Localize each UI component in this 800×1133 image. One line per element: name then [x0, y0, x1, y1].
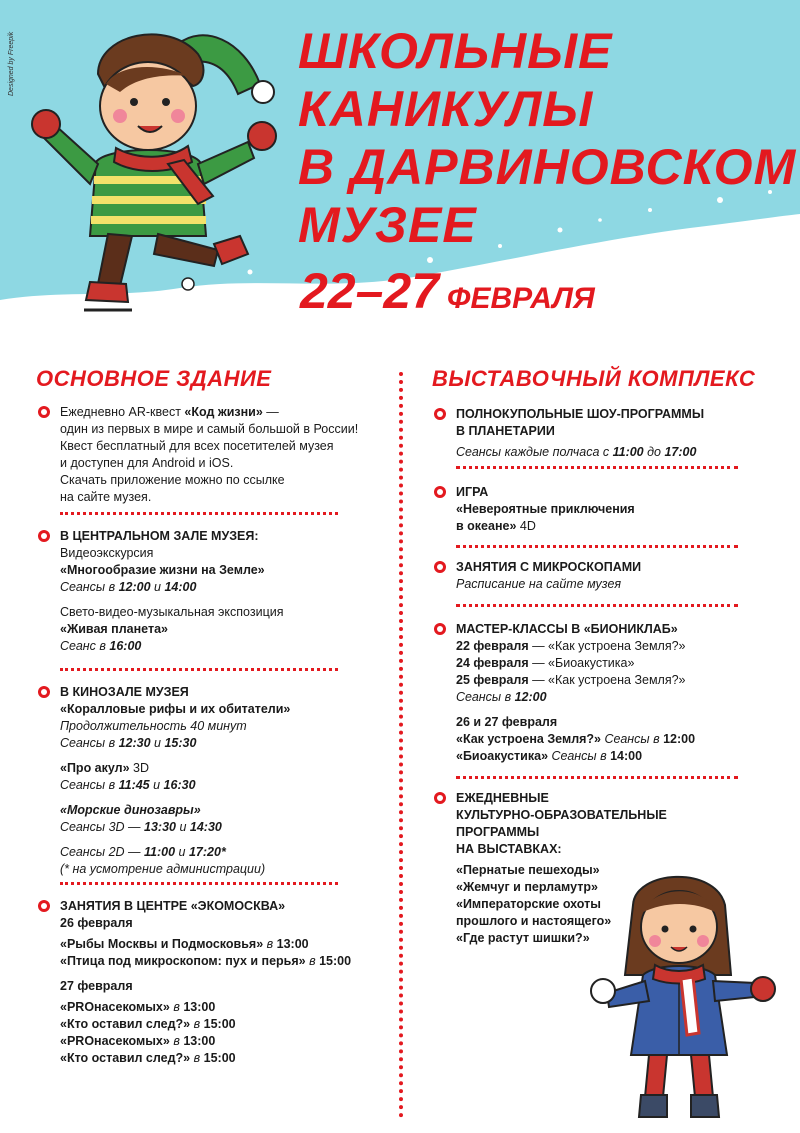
game-section: ИГРА «Невероятные приключения в океане» 4D — [456, 485, 635, 533]
boy-illustration — [28, 14, 288, 324]
section-divider — [60, 882, 338, 885]
bullet-icon — [38, 530, 50, 542]
ar-quest-section: Ежедневно AR-квест «Код жизни» — один из первых в мире и самый большой в России! Квест бесплатный для всех посетителей музея и доступен для Android и iOS. Скачать приложение можно по ссылке на сайте музея. — [60, 405, 359, 504]
section-divider — [456, 604, 738, 607]
section-divider — [456, 545, 738, 548]
page-title — [298, 22, 798, 254]
bullet-icon — [38, 900, 50, 912]
section-divider — [60, 512, 338, 515]
bullet-icon — [434, 486, 446, 498]
title-line-3: В ДАРВИНОВСКОМ — [298, 139, 797, 195]
bullet-icon — [434, 792, 446, 804]
event-dates — [300, 262, 595, 320]
column-divider — [399, 372, 403, 1118]
right-column-title: ВЫСТАВОЧНЫЙ КОМПЛЕКС — [432, 366, 756, 391]
bullet-icon — [38, 686, 50, 698]
title-line-4: МУЗЕЕ — [298, 197, 477, 253]
cinema-section: В КИНОЗАЛЕ МУЗЕЯ «Коралловые рифы и их обитатели» Продолжительность 40 минут Сеансы в 12:30 и 15:30 «Про акул» 3D Сеансы в 11:45 и 16:30 «Морские динозавры» Сеансы 3D — 13:30 и 14:30 Сеансы 2D — 11:00 и 17:20* (* на усмотрение администрации) — [60, 685, 291, 876]
section-divider — [456, 776, 738, 779]
central-hall-section: В ЦЕНТРАЛЬНОМ ЗАЛЕ МУЗЕЯ: Видеоэкскурсия «Многообразие жизни на Земле» Сеансы в 12:00 и 14:00 Свето-видео-музыкальная экспозиция «Живая планета» Сеанс в 16:00 — [60, 529, 284, 653]
section-divider — [60, 668, 338, 671]
bullet-icon — [434, 623, 446, 635]
bullet-icon — [434, 408, 446, 420]
girl-illustration — [585, 865, 790, 1127]
title-line-2: КАНИКУЛЫ — [298, 81, 594, 137]
microscopes-section: ЗАНЯТИЯ С МИКРОСКОПАМИ Расписание на сайте музея — [456, 560, 642, 591]
daily-programs-section: ЕЖЕДНЕВНЫЕ КУЛЬТУРНО-ОБРАЗОВАТЕЛЬНЫЕ ПРОГРАММЫ НА ВЫСТАВКАХ: «Пернатые пешеходы» «Жемчуг и перламутр» «Императорские охоты прошлого и настоящего» «Где растут шишки?» — [456, 791, 667, 945]
ecomoskva-section: ЗАНЯТИЯ В ЦЕНТРЕ «ЭКОМОСКВА» 26 февраля «Рыбы Москвы и Подмосковья» в 13:00 «Птица под микроскопом: пух и перья» в 15:00 27 февраля «PROнасекомых» в 13:00 «Кто оставил след?» в 15:00 «PROнасекомых» в 13:00 «Кто оставил след?» в 15:00 — [60, 899, 352, 1065]
title-line-1: ШКОЛЬНЫЕ — [298, 23, 613, 79]
dates-month: ФЕВРАЛЯ — [447, 282, 595, 315]
credit-text: Designed by Freepik — [8, 31, 15, 96]
dates-range: 22–27 — [300, 263, 440, 319]
section-divider — [456, 466, 738, 469]
planetarium-section: ПОЛНОКУПОЛЬНЫЕ ШОУ-ПРОГРАММЫ В ПЛАНЕТАРИИ Сеансы каждые полчаса с 11:00 до 17:00 — [456, 407, 705, 459]
left-column-title: ОСНОВНОЕ ЗДАНИЕ — [36, 366, 272, 391]
bullet-icon — [434, 561, 446, 573]
bullet-icon — [38, 406, 50, 418]
bioniclab-section: МАСТЕР-КЛАССЫ В «БИОНИКЛАБ» 22 февраля — «Как устроена Земля?» 24 февраля — «Биоакустика» 25 февраля — «Как устроена Земля?» Сеансы в 12:00 26 и 27 февраля «Как устроена Земля?» Сеансы в 12:00 «Биоакустика» Сеансы в 14:00 — [456, 622, 696, 763]
